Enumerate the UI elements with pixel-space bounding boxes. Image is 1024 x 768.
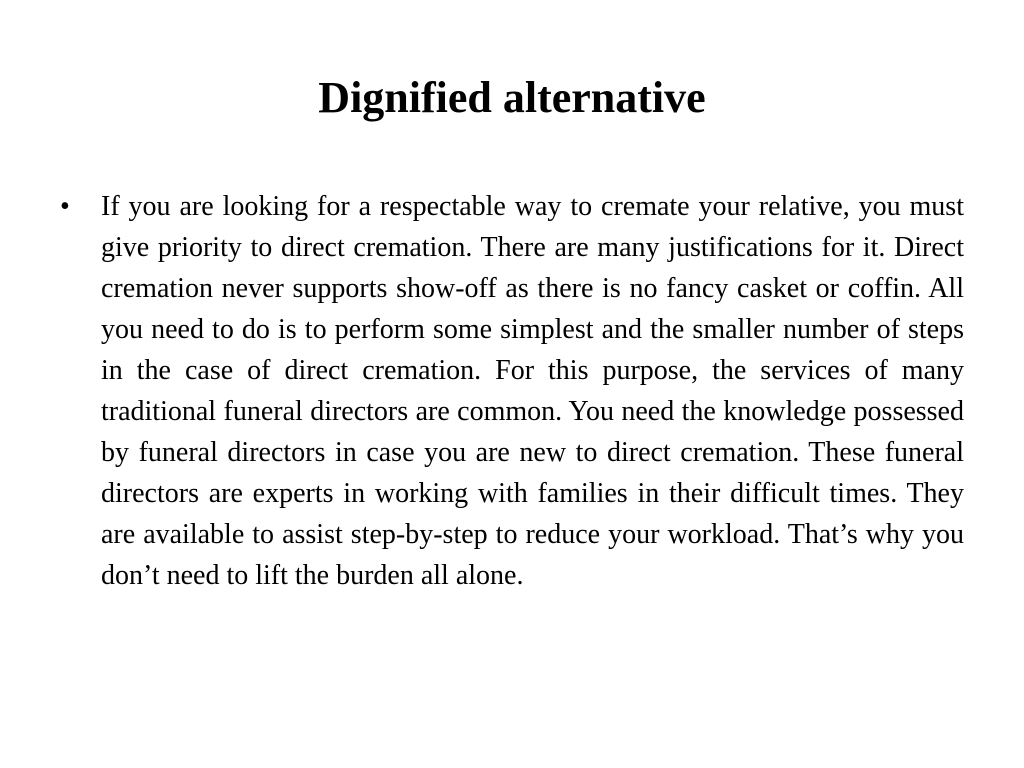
bullet-text: If you are looking for a respectable way to cremate your relative, you must give priority to direct cremation. There are many justifications for it. Direct cremation never supports show-off as there is no fancy casket or coffin. All you need to do is to perform some simplest and the smaller number of steps in the case of direct cremation. For this purpose, the services of many traditional funeral directors are common. You need the knowledge possessed by funeral directors in case you are new to direct cremation. These funeral directors are experts in working with families in their difficult times. They are available to assist step-by-step to reduce your workload. That’s why you don’t need to lift the burden all alone. [101,191,964,591]
slide-title: Dignified alternative [318,73,706,122]
bullet-list [60,186,964,596]
bullet-icon: • [60,191,70,222]
bullet-item [60,186,964,596]
